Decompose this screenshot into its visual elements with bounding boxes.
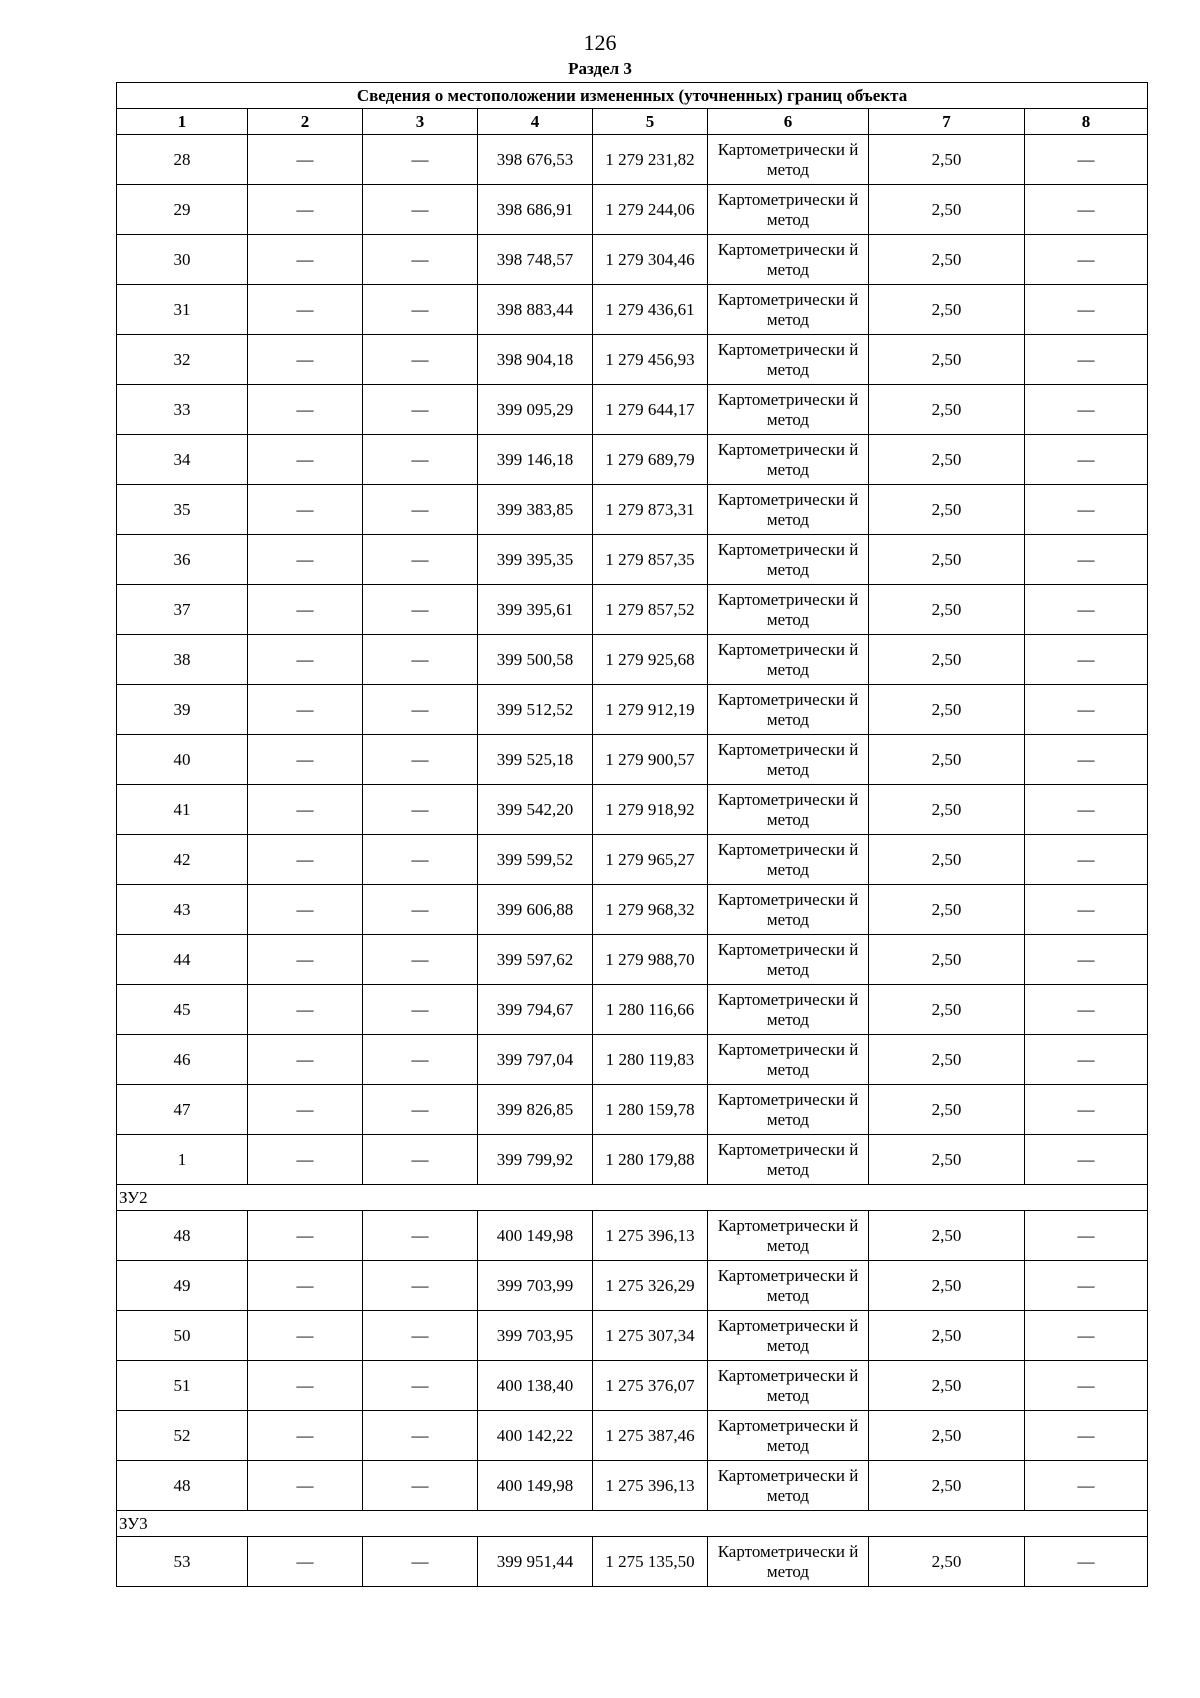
accuracy: 2,50 xyxy=(869,235,1025,285)
table-row xyxy=(117,1211,1148,1261)
col2-value: — xyxy=(248,1461,363,1511)
method: Картометрически й метод xyxy=(708,185,869,235)
col8-value: — xyxy=(1025,835,1148,885)
col8-value: — xyxy=(1025,635,1148,685)
table-row xyxy=(117,685,1148,735)
point-number: 34 xyxy=(117,435,248,485)
col3-value: — xyxy=(363,585,478,635)
y-coordinate: 1 280 159,78 xyxy=(593,1085,708,1135)
column-header-4: 4 xyxy=(478,109,593,135)
page-number: 126 xyxy=(583,30,617,55)
accuracy: 2,50 xyxy=(869,1411,1025,1461)
col2-value: — xyxy=(248,735,363,785)
col8-value: — xyxy=(1025,735,1148,785)
accuracy: 2,50 xyxy=(869,1361,1025,1411)
point-number: 46 xyxy=(117,1035,248,1085)
x-coordinate: 399 146,18 xyxy=(478,435,593,485)
y-coordinate: 1 279 925,68 xyxy=(593,635,708,685)
x-coordinate: 399 542,20 xyxy=(478,785,593,835)
point-number: 53 xyxy=(117,1537,248,1587)
table-row xyxy=(117,1361,1148,1411)
point-number: 41 xyxy=(117,785,248,835)
y-coordinate: 1 275 135,50 xyxy=(593,1537,708,1587)
y-coordinate: 1 279 456,93 xyxy=(593,335,708,385)
point-number: 51 xyxy=(117,1361,248,1411)
accuracy: 2,50 xyxy=(869,785,1025,835)
table-caption-row xyxy=(117,83,1148,109)
method: Картометрически й метод xyxy=(708,685,869,735)
x-coordinate: 399 703,95 xyxy=(478,1311,593,1361)
method: Картометрически й метод xyxy=(708,635,869,685)
y-coordinate: 1 279 857,35 xyxy=(593,535,708,585)
accuracy: 2,50 xyxy=(869,485,1025,535)
accuracy: 2,50 xyxy=(869,285,1025,335)
accuracy: 2,50 xyxy=(869,585,1025,635)
y-coordinate: 1 275 307,34 xyxy=(593,1311,708,1361)
group-row xyxy=(117,1511,1148,1537)
boundary-coordinates-table xyxy=(116,82,1148,1587)
col3-value: — xyxy=(363,1361,478,1411)
method: Картометрически й метод xyxy=(708,335,869,385)
table-row xyxy=(117,1461,1148,1511)
accuracy: 2,50 xyxy=(869,735,1025,785)
col3-value: — xyxy=(363,1135,478,1185)
method: Картометрически й метод xyxy=(708,535,869,585)
accuracy: 2,50 xyxy=(869,385,1025,435)
col2-value: — xyxy=(248,885,363,935)
col8-value: — xyxy=(1025,535,1148,585)
method: Картометрически й метод xyxy=(708,735,869,785)
accuracy: 2,50 xyxy=(869,185,1025,235)
point-number: 45 xyxy=(117,985,248,1035)
method: Картометрически й метод xyxy=(708,935,869,985)
table-row xyxy=(117,785,1148,835)
point-number: 28 xyxy=(117,135,248,185)
table-row xyxy=(117,535,1148,585)
col2-value: — xyxy=(248,785,363,835)
point-number: 32 xyxy=(117,335,248,385)
col2-value: — xyxy=(248,1085,363,1135)
y-coordinate: 1 279 965,27 xyxy=(593,835,708,885)
point-number: 39 xyxy=(117,685,248,735)
col2-value: — xyxy=(248,1311,363,1361)
table-row xyxy=(117,235,1148,285)
x-coordinate: 398 904,18 xyxy=(478,335,593,385)
x-coordinate: 400 149,98 xyxy=(478,1211,593,1261)
y-coordinate: 1 279 304,46 xyxy=(593,235,708,285)
table-row xyxy=(117,1411,1148,1461)
y-coordinate: 1 280 116,66 xyxy=(593,985,708,1035)
col8-value: — xyxy=(1025,1361,1148,1411)
col2-value: — xyxy=(248,1135,363,1185)
x-coordinate: 399 797,04 xyxy=(478,1035,593,1085)
x-coordinate: 399 826,85 xyxy=(478,1085,593,1135)
col8-value: — xyxy=(1025,935,1148,985)
accuracy: 2,50 xyxy=(869,685,1025,735)
y-coordinate: 1 275 387,46 xyxy=(593,1411,708,1461)
method: Картометрически й метод xyxy=(708,985,869,1035)
y-coordinate: 1 279 900,57 xyxy=(593,735,708,785)
table-caption: Сведения о местоположении измененных (уточненных) границ объекта xyxy=(117,83,1148,109)
x-coordinate: 398 686,91 xyxy=(478,185,593,235)
col2-value: — xyxy=(248,635,363,685)
point-number: 31 xyxy=(117,285,248,335)
column-header-2: 2 xyxy=(248,109,363,135)
accuracy: 2,50 xyxy=(869,335,1025,385)
col8-value: — xyxy=(1025,1537,1148,1587)
col3-value: — xyxy=(363,835,478,885)
method: Картометрически й метод xyxy=(708,1211,869,1261)
y-coordinate: 1 279 857,52 xyxy=(593,585,708,635)
column-header-1: 1 xyxy=(117,109,248,135)
accuracy: 2,50 xyxy=(869,835,1025,885)
y-coordinate: 1 280 119,83 xyxy=(593,1035,708,1085)
col3-value: — xyxy=(363,435,478,485)
point-number: 52 xyxy=(117,1411,248,1461)
method: Картометрически й метод xyxy=(708,835,869,885)
point-number: 37 xyxy=(117,585,248,635)
table-row xyxy=(117,1261,1148,1311)
accuracy: 2,50 xyxy=(869,1135,1025,1185)
x-coordinate: 398 676,53 xyxy=(478,135,593,185)
col3-value: — xyxy=(363,1311,478,1361)
col3-value: — xyxy=(363,235,478,285)
table-row xyxy=(117,335,1148,385)
x-coordinate: 399 500,58 xyxy=(478,635,593,685)
col3-value: — xyxy=(363,1461,478,1511)
table-row xyxy=(117,1537,1148,1587)
col8-value: — xyxy=(1025,135,1148,185)
col2-value: — xyxy=(248,1361,363,1411)
col2-value: — xyxy=(248,1411,363,1461)
col3-value: — xyxy=(363,1261,478,1311)
method: Картометрически й метод xyxy=(708,285,869,335)
method: Картометрически й метод xyxy=(708,785,869,835)
table-row xyxy=(117,485,1148,535)
col3-value: — xyxy=(363,1411,478,1461)
x-coordinate: 400 138,40 xyxy=(478,1361,593,1411)
x-coordinate: 399 597,62 xyxy=(478,935,593,985)
y-coordinate: 1 280 179,88 xyxy=(593,1135,708,1185)
col3-value: — xyxy=(363,335,478,385)
y-coordinate: 1 275 396,13 xyxy=(593,1461,708,1511)
col2-value: — xyxy=(248,185,363,235)
point-number: 33 xyxy=(117,385,248,435)
table-row xyxy=(117,1135,1148,1185)
table-row xyxy=(117,885,1148,935)
table-row xyxy=(117,1311,1148,1361)
point-number: 48 xyxy=(117,1211,248,1261)
x-coordinate: 399 525,18 xyxy=(478,735,593,785)
col3-value: — xyxy=(363,935,478,985)
y-coordinate: 1 279 968,32 xyxy=(593,885,708,935)
method: Картометрически й метод xyxy=(708,1461,869,1511)
x-coordinate: 399 799,92 xyxy=(478,1135,593,1185)
method: Картометрически й метод xyxy=(708,485,869,535)
col2-value: — xyxy=(248,585,363,635)
method: Картометрически й метод xyxy=(708,135,869,185)
col8-value: — xyxy=(1025,685,1148,735)
group-label: ЗУ2 xyxy=(117,1185,1148,1211)
col3-value: — xyxy=(363,635,478,685)
table-row xyxy=(117,1085,1148,1135)
column-header-3: 3 xyxy=(363,109,478,135)
y-coordinate: 1 279 644,17 xyxy=(593,385,708,435)
y-coordinate: 1 275 396,13 xyxy=(593,1211,708,1261)
x-coordinate: 399 703,99 xyxy=(478,1261,593,1311)
col8-value: — xyxy=(1025,1035,1148,1085)
col2-value: — xyxy=(248,535,363,585)
accuracy: 2,50 xyxy=(869,435,1025,485)
accuracy: 2,50 xyxy=(869,135,1025,185)
col2-value: — xyxy=(248,1035,363,1085)
point-number: 38 xyxy=(117,635,248,685)
col8-value: — xyxy=(1025,185,1148,235)
accuracy: 2,50 xyxy=(869,535,1025,585)
y-coordinate: 1 279 912,19 xyxy=(593,685,708,735)
point-number: 48 xyxy=(117,1461,248,1511)
col2-value: — xyxy=(248,985,363,1035)
method: Картометрически й метод xyxy=(708,1085,869,1135)
accuracy: 2,50 xyxy=(869,885,1025,935)
y-coordinate: 1 279 231,82 xyxy=(593,135,708,185)
y-coordinate: 1 279 436,61 xyxy=(593,285,708,335)
table-row xyxy=(117,185,1148,235)
x-coordinate: 399 383,85 xyxy=(478,485,593,535)
y-coordinate: 1 279 689,79 xyxy=(593,435,708,485)
accuracy: 2,50 xyxy=(869,1035,1025,1085)
col3-value: — xyxy=(363,785,478,835)
accuracy: 2,50 xyxy=(869,1311,1025,1361)
group-label: ЗУ3 xyxy=(117,1511,1148,1537)
y-coordinate: 1 275 376,07 xyxy=(593,1361,708,1411)
table-row xyxy=(117,985,1148,1035)
col2-value: — xyxy=(248,235,363,285)
y-coordinate: 1 279 918,92 xyxy=(593,785,708,835)
col8-value: — xyxy=(1025,1411,1148,1461)
accuracy: 2,50 xyxy=(869,935,1025,985)
col3-value: — xyxy=(363,985,478,1035)
point-number: 30 xyxy=(117,235,248,285)
x-coordinate: 400 142,22 xyxy=(478,1411,593,1461)
column-header-5: 5 xyxy=(593,109,708,135)
col8-value: — xyxy=(1025,885,1148,935)
col3-value: — xyxy=(363,135,478,185)
section-title: Раздел 3 xyxy=(568,59,632,78)
point-number: 43 xyxy=(117,885,248,935)
col3-value: — xyxy=(363,1085,478,1135)
table-header-row xyxy=(117,109,1148,135)
accuracy: 2,50 xyxy=(869,1085,1025,1135)
table-row xyxy=(117,385,1148,435)
x-coordinate: 399 951,44 xyxy=(478,1537,593,1587)
method: Картометрически й метод xyxy=(708,1311,869,1361)
table-row xyxy=(117,835,1148,885)
col8-value: — xyxy=(1025,985,1148,1035)
col8-value: — xyxy=(1025,1085,1148,1135)
method: Картометрически й метод xyxy=(708,1537,869,1587)
table-row xyxy=(117,135,1148,185)
col2-value: — xyxy=(248,1261,363,1311)
col8-value: — xyxy=(1025,585,1148,635)
accuracy: 2,50 xyxy=(869,1461,1025,1511)
col2-value: — xyxy=(248,335,363,385)
col3-value: — xyxy=(363,1211,478,1261)
table-row xyxy=(117,585,1148,635)
point-number: 42 xyxy=(117,835,248,885)
col2-value: — xyxy=(248,285,363,335)
col8-value: — xyxy=(1025,1261,1148,1311)
accuracy: 2,50 xyxy=(869,985,1025,1035)
col8-value: — xyxy=(1025,285,1148,335)
point-number: 49 xyxy=(117,1261,248,1311)
col8-value: — xyxy=(1025,435,1148,485)
table-row xyxy=(117,435,1148,485)
method: Картометрически й метод xyxy=(708,1361,869,1411)
col3-value: — xyxy=(363,485,478,535)
col3-value: — xyxy=(363,885,478,935)
method: Картометрически й метод xyxy=(708,235,869,285)
col3-value: — xyxy=(363,1537,478,1587)
accuracy: 2,50 xyxy=(869,1261,1025,1311)
method: Картометрически й метод xyxy=(708,1261,869,1311)
col2-value: — xyxy=(248,435,363,485)
col2-value: — xyxy=(248,1211,363,1261)
y-coordinate: 1 275 326,29 xyxy=(593,1261,708,1311)
col8-value: — xyxy=(1025,235,1148,285)
col3-value: — xyxy=(363,535,478,585)
y-coordinate: 1 279 244,06 xyxy=(593,185,708,235)
col2-value: — xyxy=(248,835,363,885)
accuracy: 2,50 xyxy=(869,1211,1025,1261)
col3-value: — xyxy=(363,385,478,435)
col3-value: — xyxy=(363,285,478,335)
group-row xyxy=(117,1185,1148,1211)
method: Картометрически й метод xyxy=(708,1035,869,1085)
x-coordinate: 398 883,44 xyxy=(478,285,593,335)
point-number: 35 xyxy=(117,485,248,535)
point-number: 36 xyxy=(117,535,248,585)
accuracy: 2,50 xyxy=(869,635,1025,685)
table-row xyxy=(117,735,1148,785)
point-number: 44 xyxy=(117,935,248,985)
y-coordinate: 1 279 873,31 xyxy=(593,485,708,535)
table-row xyxy=(117,1035,1148,1085)
point-number: 40 xyxy=(117,735,248,785)
column-header-8: 8 xyxy=(1025,109,1148,135)
column-header-7: 7 xyxy=(869,109,1025,135)
method: Картометрически й метод xyxy=(708,1411,869,1461)
table-row xyxy=(117,935,1148,985)
col8-value: — xyxy=(1025,785,1148,835)
col3-value: — xyxy=(363,185,478,235)
col8-value: — xyxy=(1025,1135,1148,1185)
col2-value: — xyxy=(248,685,363,735)
col8-value: — xyxy=(1025,1211,1148,1261)
method: Картометрически й метод xyxy=(708,435,869,485)
method: Картометрически й метод xyxy=(708,1135,869,1185)
col2-value: — xyxy=(248,935,363,985)
x-coordinate: 398 748,57 xyxy=(478,235,593,285)
col8-value: — xyxy=(1025,385,1148,435)
table-row xyxy=(117,285,1148,335)
table-row xyxy=(117,635,1148,685)
col3-value: — xyxy=(363,735,478,785)
point-number: 50 xyxy=(117,1311,248,1361)
col2-value: — xyxy=(248,485,363,535)
method: Картометрически й метод xyxy=(708,585,869,635)
table-body xyxy=(117,135,1148,1587)
point-number: 1 xyxy=(117,1135,248,1185)
col3-value: — xyxy=(363,1035,478,1085)
x-coordinate: 399 599,52 xyxy=(478,835,593,885)
accuracy: 2,50 xyxy=(869,1537,1025,1587)
col8-value: — xyxy=(1025,485,1148,535)
x-coordinate: 399 794,67 xyxy=(478,985,593,1035)
x-coordinate: 399 512,52 xyxy=(478,685,593,735)
col8-value: — xyxy=(1025,335,1148,385)
col2-value: — xyxy=(248,135,363,185)
x-coordinate: 400 149,98 xyxy=(478,1461,593,1511)
x-coordinate: 399 395,61 xyxy=(478,585,593,635)
point-number: 29 xyxy=(117,185,248,235)
point-number: 47 xyxy=(117,1085,248,1135)
col8-value: — xyxy=(1025,1461,1148,1511)
method: Картометрически й метод xyxy=(708,885,869,935)
x-coordinate: 399 395,35 xyxy=(478,535,593,585)
col3-value: — xyxy=(363,685,478,735)
x-coordinate: 399 095,29 xyxy=(478,385,593,435)
col8-value: — xyxy=(1025,1311,1148,1361)
y-coordinate: 1 279 988,70 xyxy=(593,935,708,985)
column-header-6: 6 xyxy=(708,109,869,135)
col2-value: — xyxy=(248,1537,363,1587)
col2-value: — xyxy=(248,385,363,435)
x-coordinate: 399 606,88 xyxy=(478,885,593,935)
method: Картометрически й метод xyxy=(708,385,869,435)
